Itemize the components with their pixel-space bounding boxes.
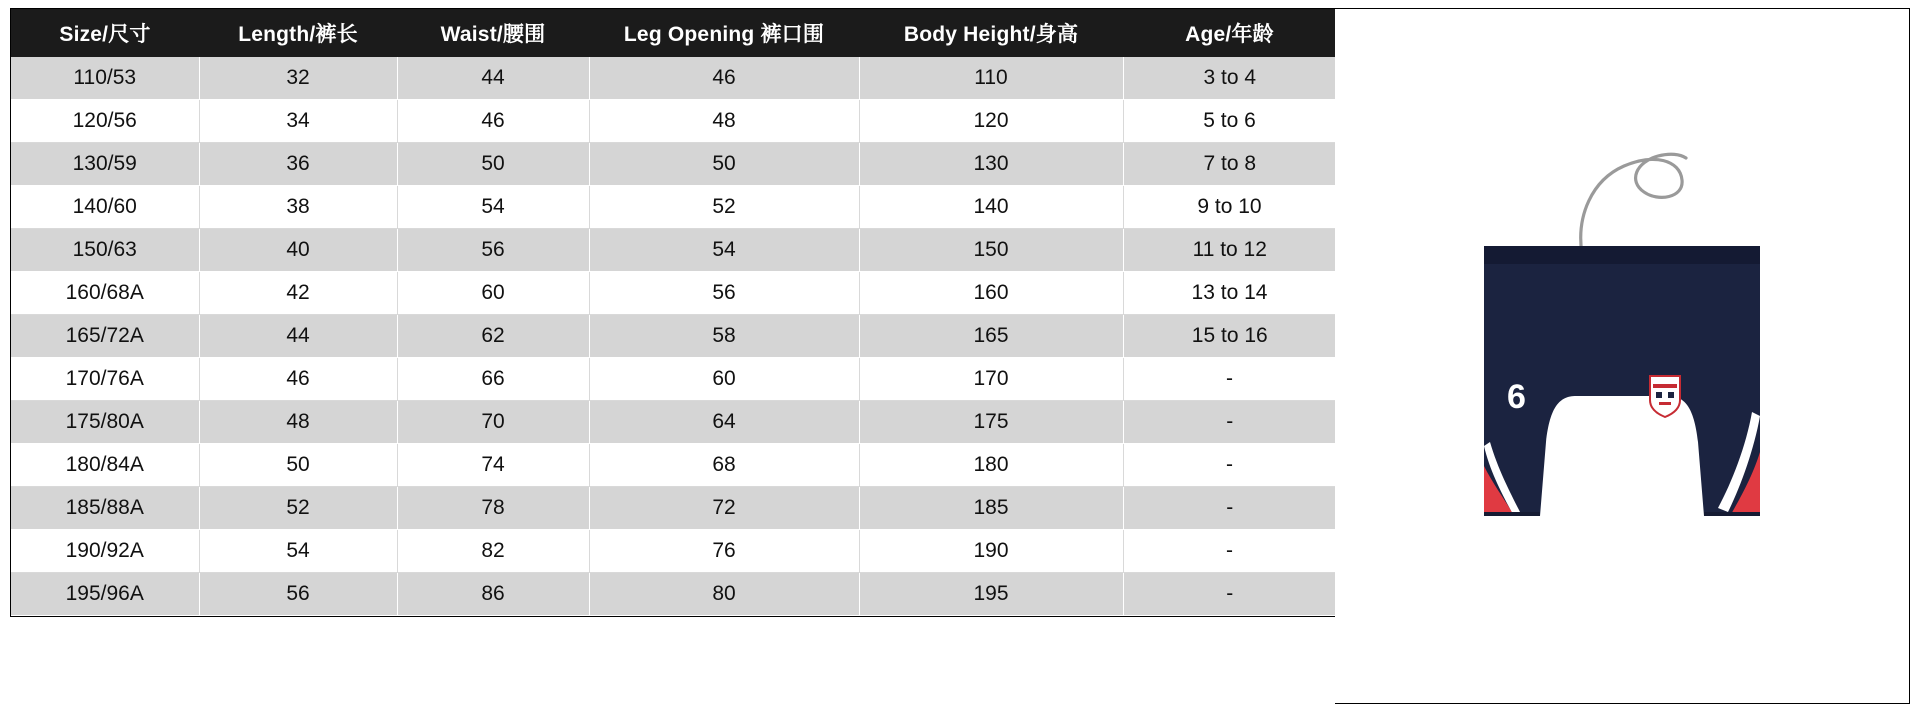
cell-waist: 54 bbox=[397, 186, 589, 229]
column-header-age: Age/年龄 bbox=[1123, 9, 1336, 57]
cell-length: 38 bbox=[199, 186, 397, 229]
jersey-number: 6 bbox=[1507, 378, 1527, 416]
table-row bbox=[11, 229, 1336, 272]
cell-leg-opening: 80 bbox=[589, 573, 859, 616]
cell-size: 180/84A bbox=[11, 444, 199, 487]
cell-size: 160/68A bbox=[11, 272, 199, 315]
cell-leg-opening: 64 bbox=[589, 401, 859, 444]
column-header-waist: Waist/腰围 bbox=[397, 9, 589, 57]
cell-waist: 74 bbox=[397, 444, 589, 487]
cell-waist: 56 bbox=[397, 229, 589, 272]
column-header-size: Size/尺寸 bbox=[11, 9, 199, 57]
cell-age: 5 to 6 bbox=[1123, 100, 1336, 143]
cell-length: 36 bbox=[199, 143, 397, 186]
cell-age: - bbox=[1123, 401, 1336, 444]
shorts-illustration bbox=[1452, 146, 1792, 566]
cell-age: 13 to 14 bbox=[1123, 272, 1336, 315]
cell-age: - bbox=[1123, 530, 1336, 573]
cell-body-height: 130 bbox=[859, 143, 1123, 186]
product-image-panel bbox=[1335, 8, 1910, 704]
table-row bbox=[11, 100, 1336, 143]
cell-body-height: 140 bbox=[859, 186, 1123, 229]
cell-leg-opening: 60 bbox=[589, 358, 859, 401]
cell-length: 42 bbox=[199, 272, 397, 315]
cell-length: 32 bbox=[199, 57, 397, 100]
table-row bbox=[11, 573, 1336, 616]
cell-body-height: 195 bbox=[859, 573, 1123, 616]
drawstring-icon bbox=[1562, 146, 1692, 256]
cell-age: 15 to 16 bbox=[1123, 315, 1336, 358]
cell-size: 190/92A bbox=[11, 530, 199, 573]
cell-size: 110/53 bbox=[11, 57, 199, 100]
cell-length: 34 bbox=[199, 100, 397, 143]
cell-leg-opening: 56 bbox=[589, 272, 859, 315]
table-row bbox=[11, 272, 1336, 315]
cell-age: 9 to 10 bbox=[1123, 186, 1336, 229]
cell-size: 170/76A bbox=[11, 358, 199, 401]
size-table-container bbox=[10, 8, 1335, 617]
table-row bbox=[11, 401, 1336, 444]
cell-waist: 82 bbox=[397, 530, 589, 573]
cell-age: - bbox=[1123, 487, 1336, 530]
size-table bbox=[11, 9, 1337, 616]
cell-waist: 60 bbox=[397, 272, 589, 315]
column-header-length: Length/裤长 bbox=[199, 9, 397, 57]
cell-size: 120/56 bbox=[11, 100, 199, 143]
cell-leg-opening: 72 bbox=[589, 487, 859, 530]
cell-length: 50 bbox=[199, 444, 397, 487]
cell-leg-opening: 52 bbox=[589, 186, 859, 229]
cell-size: 130/59 bbox=[11, 143, 199, 186]
cell-leg-opening: 46 bbox=[589, 57, 859, 100]
cell-waist: 50 bbox=[397, 143, 589, 186]
cell-size: 150/63 bbox=[11, 229, 199, 272]
cell-body-height: 180 bbox=[859, 444, 1123, 487]
cell-size: 140/60 bbox=[11, 186, 199, 229]
cell-age: 11 to 12 bbox=[1123, 229, 1336, 272]
cell-body-height: 190 bbox=[859, 530, 1123, 573]
cell-leg-opening: 76 bbox=[589, 530, 859, 573]
cell-body-height: 165 bbox=[859, 315, 1123, 358]
cell-age: 7 to 8 bbox=[1123, 143, 1336, 186]
table-row bbox=[11, 487, 1336, 530]
cell-waist: 70 bbox=[397, 401, 589, 444]
table-row bbox=[11, 358, 1336, 401]
table-row bbox=[11, 530, 1336, 573]
cell-leg-opening: 58 bbox=[589, 315, 859, 358]
cell-age: 3 to 4 bbox=[1123, 57, 1336, 100]
cell-age: - bbox=[1123, 358, 1336, 401]
cell-leg-opening: 50 bbox=[589, 143, 859, 186]
table-row bbox=[11, 186, 1336, 229]
table-row bbox=[11, 315, 1336, 358]
cell-body-height: 175 bbox=[859, 401, 1123, 444]
cell-length: 56 bbox=[199, 573, 397, 616]
table-header-row bbox=[11, 9, 1336, 57]
cell-waist: 78 bbox=[397, 487, 589, 530]
cell-body-height: 150 bbox=[859, 229, 1123, 272]
cell-length: 48 bbox=[199, 401, 397, 444]
cell-size: 165/72A bbox=[11, 315, 199, 358]
cell-body-height: 120 bbox=[859, 100, 1123, 143]
team-crest-icon bbox=[1648, 374, 1682, 418]
cell-age: - bbox=[1123, 444, 1336, 487]
cell-size: 175/80A bbox=[11, 401, 199, 444]
cell-body-height: 170 bbox=[859, 358, 1123, 401]
cell-leg-opening: 68 bbox=[589, 444, 859, 487]
table-row bbox=[11, 444, 1336, 487]
cell-body-height: 160 bbox=[859, 272, 1123, 315]
cell-waist: 66 bbox=[397, 358, 589, 401]
table-row bbox=[11, 143, 1336, 186]
cell-waist: 46 bbox=[397, 100, 589, 143]
table-body bbox=[11, 57, 1336, 616]
cell-waist: 44 bbox=[397, 57, 589, 100]
cell-waist: 86 bbox=[397, 573, 589, 616]
column-header-leg-opening: Leg Opening 裤口围 bbox=[589, 9, 859, 57]
cell-length: 52 bbox=[199, 487, 397, 530]
cell-size: 195/96A bbox=[11, 573, 199, 616]
cell-body-height: 185 bbox=[859, 487, 1123, 530]
cell-size: 185/88A bbox=[11, 487, 199, 530]
cell-length: 40 bbox=[199, 229, 397, 272]
cell-body-height: 110 bbox=[859, 57, 1123, 100]
column-header-body-height: Body Height/身高 bbox=[859, 9, 1123, 57]
cell-length: 54 bbox=[199, 530, 397, 573]
table-row bbox=[11, 57, 1336, 100]
cell-age: - bbox=[1123, 573, 1336, 616]
cell-length: 46 bbox=[199, 358, 397, 401]
cell-waist: 62 bbox=[397, 315, 589, 358]
cell-leg-opening: 54 bbox=[589, 229, 859, 272]
cell-length: 44 bbox=[199, 315, 397, 358]
cell-leg-opening: 48 bbox=[589, 100, 859, 143]
